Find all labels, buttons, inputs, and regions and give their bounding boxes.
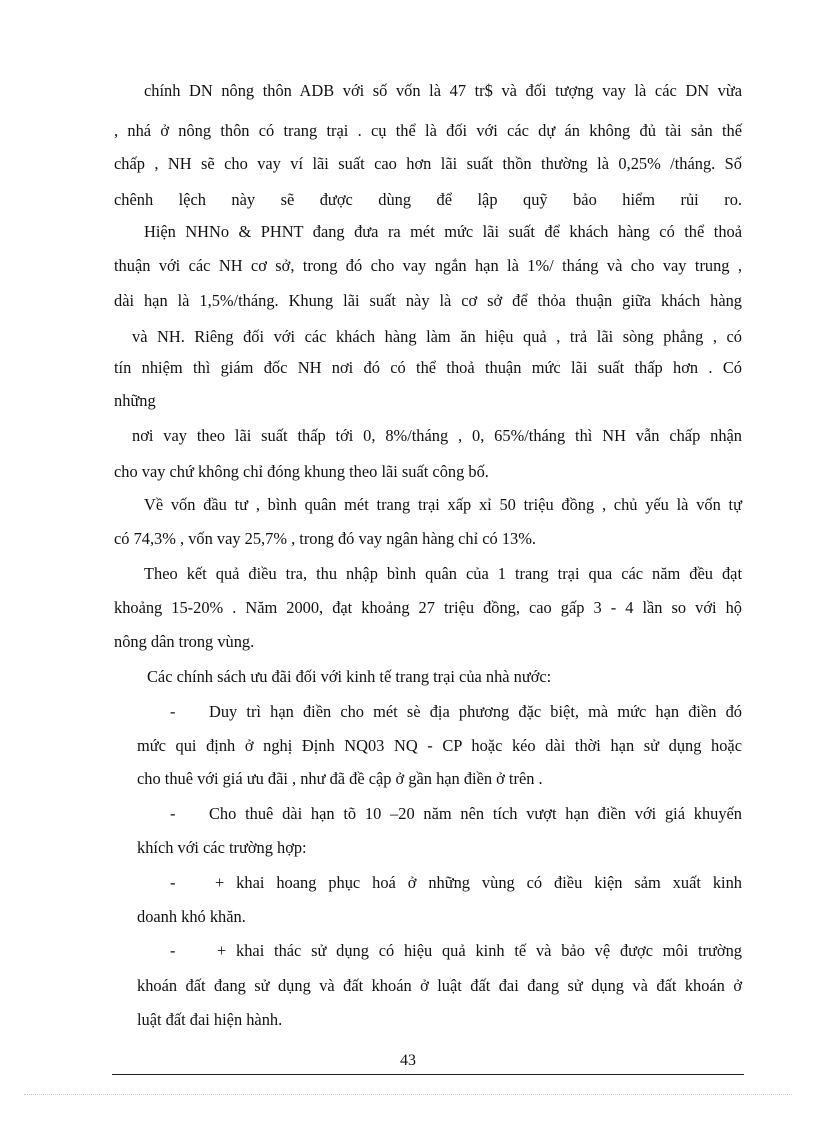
text-line: khoảng 15-20% . Năm 2000, đạt khoảng 27 triệu đồng, cao gấp 3 - 4 lần so với hộ bbox=[114, 598, 742, 617]
text-line: chênh lệch này sẽ được dùng để lập quỹ bảo hiểm rủi ro. bbox=[114, 190, 742, 209]
text-line: mức qui định ở nghị Định NQ03 NQ - CP hoặc kéo dài thời hạn sử dụng hoặc bbox=[137, 736, 742, 755]
footer-rule bbox=[112, 1074, 744, 1075]
text-line: Về vốn đầu tư , bình quân mét trang trại xấp xỉ 50 triệu đồng , chủ yếu là vốn tự bbox=[144, 495, 742, 514]
text-line: có 74,3% , vốn vay 25,7% , trong đó vay ngân hàng chỉ có 13%. bbox=[114, 529, 536, 548]
text-line: chính DN nông thôn ADB với số vốn là 47 tr$ và đối tượng vay là các DN vừa bbox=[144, 81, 742, 100]
text-line: thuận với các NH cơ sở, trong đó cho vay ngắn hạn là 1%/ tháng và cho vay trung , bbox=[114, 256, 742, 275]
bullet-marker: - bbox=[170, 804, 176, 823]
bullet-marker: - bbox=[170, 873, 176, 892]
text-line: những bbox=[114, 391, 156, 410]
text-line: khoán đất đang sử dụng và đất khoán ở luật đất đai đang sử dụng và đất khoán ở bbox=[137, 976, 742, 995]
page-number: 43 bbox=[400, 1052, 416, 1069]
page-bottom-border bbox=[24, 1094, 792, 1095]
text-line: Các chính sách ưu đãi đối với kinh tế trang trại của nhà nước: bbox=[147, 667, 552, 686]
text-line: chấp , NH sẽ cho vay ví lãi suất cao hơn lãi suất thồn thường là 0,25% /tháng. Số bbox=[114, 154, 742, 173]
text-line: và NH. Riêng đối với các khách hàng làm ăn hiệu quả , trả lãi sòng phẳng , có bbox=[132, 327, 742, 346]
text-line: nơi vay theo lãi suất thấp tới 0, 8%/tháng , 0, 65%/tháng thì NH vẫn chấp nhận bbox=[132, 426, 742, 445]
bullet-marker: - bbox=[170, 702, 176, 721]
text-line: , nhá ở nông thôn có trang trại . cụ thể là đối với các dự án không đủ tài sản thế bbox=[114, 121, 742, 140]
text-line: cho vay chứ không chỉ đóng khung theo lãi suất công bố. bbox=[114, 462, 489, 481]
text-line: khích với các trường hợp: bbox=[137, 838, 307, 857]
text-line: nông dân trong vùng. bbox=[114, 632, 255, 651]
text-line: Duy trì hạn điền cho mét sè địa phương đặc biệt, mà mức hạn điền đó bbox=[209, 702, 742, 721]
text-line: doanh khó khăn. bbox=[137, 907, 246, 926]
text-line: tín nhiệm thì giám đốc NH nơi đó có thể thoả thuận mức lãi suất thấp hơn . Có bbox=[114, 358, 742, 377]
text-line: cho thuê với giá ưu đãi , như đã đề cập ở gần hạn điền ở trên . bbox=[137, 769, 543, 788]
text-line: + khai thác sử dụng có hiệu quả kinh tế và bảo vệ được môi trường bbox=[217, 941, 742, 960]
bullet-marker: - bbox=[170, 941, 176, 960]
text-line: + khai hoang phục hoá ở những vùng có điều kiện sảm xuất kinh bbox=[215, 873, 742, 892]
text-line: luật đất đai hiện hành. bbox=[137, 1010, 283, 1029]
text-line: Theo kết quả điều tra, thu nhập bình quân của 1 trang trại qua các năm đều đạt bbox=[144, 564, 742, 583]
text-line: Cho thuê dài hạn tõ 10 –20 năm nên tích vượt hạn điền với giá khuyến bbox=[209, 804, 742, 823]
text-line: dài hạn là 1,5%/tháng. Khung lãi suất này là cơ sở để thỏa thuận giữa khách hàng bbox=[114, 291, 742, 310]
text-line: Hiện NHNo & PHNT đang đưa ra mét mức lãi suất để khách hàng có thể thoả bbox=[144, 222, 742, 241]
